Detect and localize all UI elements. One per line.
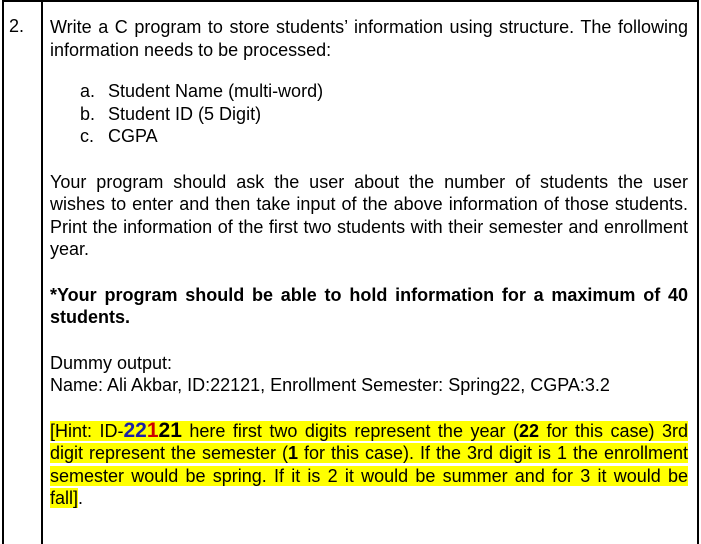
question-content <box>50 16 688 528</box>
list-item-marker: c. <box>80 126 95 146</box>
hint-id-year: 22 <box>123 418 147 442</box>
hint-id <box>124 419 182 442</box>
hint-highlight <box>50 418 688 509</box>
question-intro: Write a C program to store students’ information using structure. The following information needs to be processed: <box>50 17 688 60</box>
table-left-border <box>2 0 4 544</box>
hint-prefix: [Hint: ID- <box>50 420 124 441</box>
list-item <box>80 80 688 103</box>
table-top-border <box>2 0 699 2</box>
question-number: 2. <box>9 16 25 36</box>
list-item <box>80 103 688 126</box>
table-column-divider <box>41 0 43 544</box>
hint-id-rest: 21 <box>158 418 182 442</box>
instructions-paragraph: Your program should ask the user about the number of students the user wishes to enter and then take input of the above information of those students. Print the information of the first two students with their semester and enrollment year. <box>50 171 688 259</box>
info-list <box>80 80 688 148</box>
hint-year-bold: 22 <box>518 420 539 441</box>
dummy-output <box>50 352 688 397</box>
hint-text-2: for this case) 3rd digit represent the semester ( <box>50 420 688 463</box>
list-item-marker: b. <box>80 103 96 124</box>
constraint-note: *Your program should be able to hold information for a maximum of 40 students. <box>50 284 688 327</box>
list-item <box>80 125 688 148</box>
hint-suffix: . <box>78 488 84 508</box>
hint-text-1: here first two digits represent the year ( <box>181 420 519 441</box>
list-item-text: Student Name (multi-word) <box>108 81 324 101</box>
dummy-output-label: Dummy output: <box>50 352 173 373</box>
list-item-marker: a. <box>80 81 96 101</box>
hint-semester-bold: 1 <box>288 443 299 463</box>
hint-paragraph <box>50 420 688 510</box>
table-right-border <box>697 0 699 544</box>
dummy-output-line: Name: Ali Akbar, ID:22121, Enrollment Semester: Spring22, CGPA:3.2 <box>50 375 610 395</box>
list-item-text: CGPA <box>108 126 158 146</box>
hint-id-semester: 1 <box>146 418 159 442</box>
hint-text-3: for this case). If the 3rd digit is 1 the enrollment semester would be spring. If it is 2 it would be summer and for 3 it would be fall] <box>50 443 688 508</box>
list-item-text: Student ID (5 Digit) <box>108 103 262 124</box>
